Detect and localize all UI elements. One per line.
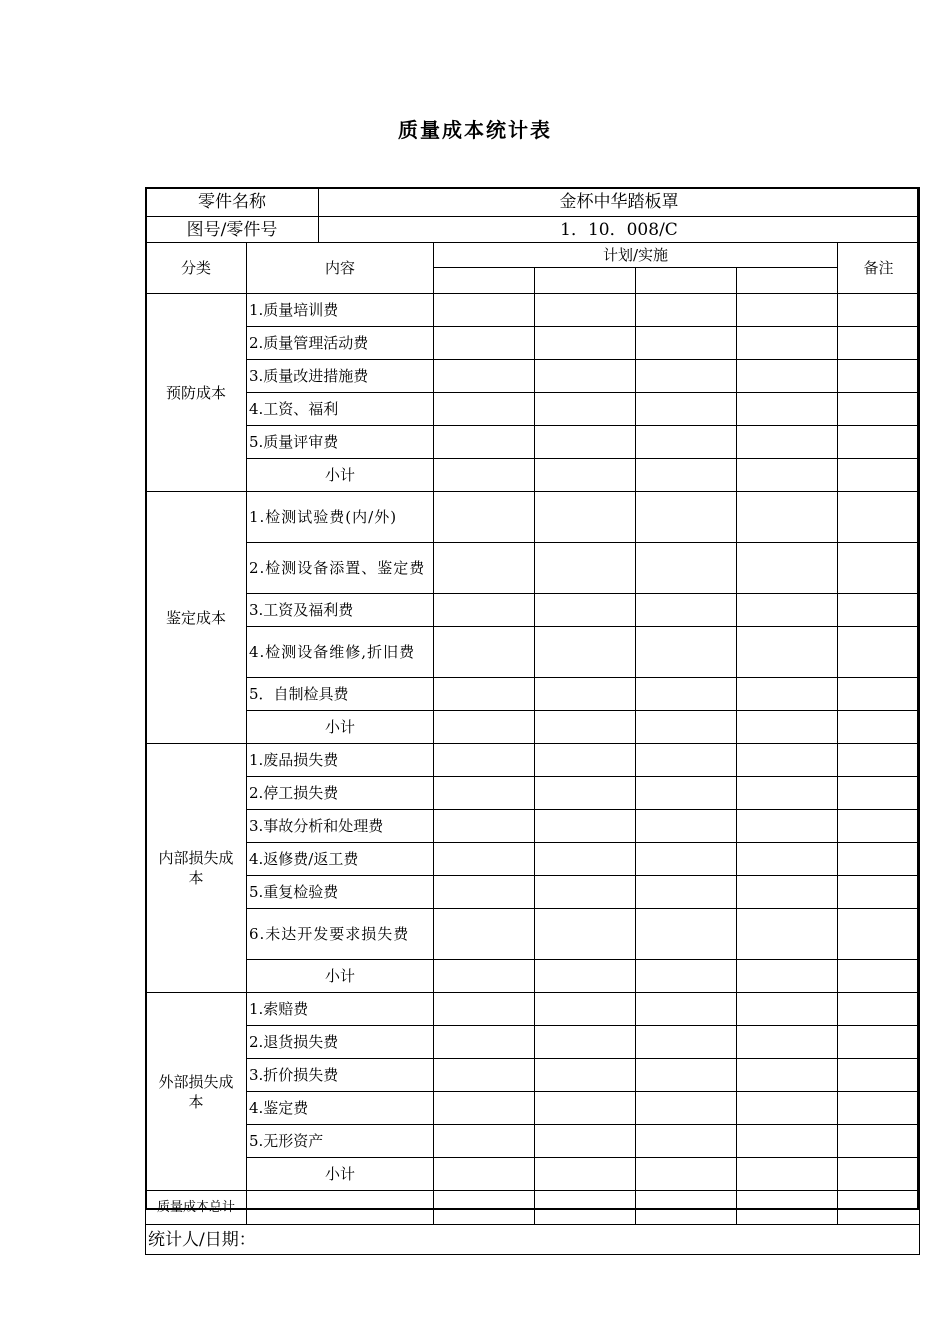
table-row: [146, 1059, 920, 1092]
value-cell-4: [737, 876, 838, 909]
subtotal-cell-2: [535, 1158, 636, 1191]
value-cell-4: [737, 1092, 838, 1125]
page-title: 质量成本统计表: [398, 118, 552, 142]
value-cell-4: [737, 1026, 838, 1059]
value-cell-1: [434, 744, 535, 777]
subtotal-label: 小计: [247, 960, 434, 993]
table-row: [146, 543, 920, 594]
value-cell-4: [737, 627, 838, 678]
plan-col-4-header: [737, 268, 838, 294]
cost-item-label: 2.检测设备添置、鉴定费: [247, 543, 434, 594]
value-cell-5: [838, 492, 920, 543]
value-cell-5: [838, 1059, 920, 1092]
table-row: [146, 909, 920, 960]
value-cell-3: [636, 393, 737, 426]
value-cell-4: [737, 543, 838, 594]
cost-item-label: 1.废品损失费: [247, 744, 434, 777]
subtotal-cell-4: [737, 1158, 838, 1191]
cost-item-label: 1.质量培训费: [247, 294, 434, 327]
subtotal-label: 小计: [247, 711, 434, 744]
cost-item-label: 2.停工损失费: [247, 777, 434, 810]
part-name-value: 金杯中华踏板罩: [319, 188, 920, 217]
value-cell-1: [434, 876, 535, 909]
table-row: [146, 426, 920, 459]
value-cell-1: [434, 594, 535, 627]
drawing-no-label: 图号/零件号: [146, 217, 319, 243]
value-cell-5: [838, 294, 920, 327]
header-remark: 备注: [838, 243, 920, 294]
value-cell-1: [434, 627, 535, 678]
cost-item-label: 5.重复检验费: [247, 876, 434, 909]
value-cell-3: [636, 543, 737, 594]
total-cell-4: [737, 1191, 838, 1225]
drawing-no-value: 1．10．008/C: [319, 217, 920, 243]
table-row: [146, 1026, 920, 1059]
value-cell-3: [636, 360, 737, 393]
total-cell-1: [434, 1191, 535, 1225]
value-cell-3: [636, 1125, 737, 1158]
value-cell-1: [434, 393, 535, 426]
table-row: [146, 678, 920, 711]
value-cell-3: [636, 627, 737, 678]
value-cell-1: [434, 1059, 535, 1092]
subtotal-cell-4: [737, 459, 838, 492]
cost-item-label: 5.质量评审费: [247, 426, 434, 459]
subtotal-row: [146, 459, 920, 492]
value-cell-2: [535, 993, 636, 1026]
value-cell-3: [636, 909, 737, 960]
table-row: [146, 393, 920, 426]
subtotal-cell-1: [434, 459, 535, 492]
table-row: [146, 744, 920, 777]
value-cell-2: [535, 876, 636, 909]
table-row: [146, 327, 920, 360]
cost-item-label: 5．自制检具费: [247, 678, 434, 711]
value-cell-2: [535, 327, 636, 360]
cost-item-label: 4.鉴定费: [247, 1092, 434, 1125]
subtotal-cell-5: [838, 960, 920, 993]
value-cell-2: [535, 426, 636, 459]
subtotal-cell-1: [434, 711, 535, 744]
table-row: [146, 360, 920, 393]
value-cell-1: [434, 777, 535, 810]
subtotal-cell-2: [535, 960, 636, 993]
subtotal-cell-3: [636, 1158, 737, 1191]
table-row: [146, 294, 920, 327]
cost-item-label: 1.索赔费: [247, 993, 434, 1026]
value-cell-5: [838, 393, 920, 426]
value-cell-3: [636, 1026, 737, 1059]
value-cell-5: [838, 810, 920, 843]
value-cell-2: [535, 360, 636, 393]
header-category: 分类: [146, 243, 247, 294]
cost-item-label: 6.未达开发要求损失费: [247, 909, 434, 960]
value-cell-1: [434, 843, 535, 876]
subtotal-cell-4: [737, 711, 838, 744]
value-cell-4: [737, 993, 838, 1026]
value-cell-5: [838, 627, 920, 678]
value-cell-1: [434, 426, 535, 459]
table-row: [146, 993, 920, 1026]
header-plan: 计划/实施: [434, 243, 838, 268]
value-cell-2: [535, 1092, 636, 1125]
subtotal-label: 小计: [247, 1158, 434, 1191]
subtotal-row: [146, 960, 920, 993]
value-cell-5: [838, 909, 920, 960]
cost-item-label: 3.事故分析和处理费: [247, 810, 434, 843]
subtotal-cell-2: [535, 459, 636, 492]
subtotal-cell-3: [636, 960, 737, 993]
value-cell-5: [838, 777, 920, 810]
value-cell-1: [434, 492, 535, 543]
value-cell-4: [737, 426, 838, 459]
value-cell-5: [838, 876, 920, 909]
value-cell-4: [737, 909, 838, 960]
subtotal-cell-1: [434, 1158, 535, 1191]
value-cell-2: [535, 543, 636, 594]
value-cell-2: [535, 678, 636, 711]
value-cell-2: [535, 744, 636, 777]
value-cell-4: [737, 744, 838, 777]
table-row: [146, 594, 920, 627]
value-cell-2: [535, 909, 636, 960]
cost-item-label: 4.返修费/返工费: [247, 843, 434, 876]
cost-item-label: 1.检测试验费(内/外): [247, 492, 434, 543]
value-cell-5: [838, 744, 920, 777]
value-cell-2: [535, 294, 636, 327]
value-cell-5: [838, 1026, 920, 1059]
cost-item-label: 3.工资及福利费: [247, 594, 434, 627]
quality-cost-table: [145, 187, 920, 1255]
value-cell-4: [737, 1059, 838, 1092]
subtotal-cell-5: [838, 459, 920, 492]
value-cell-1: [434, 909, 535, 960]
value-cell-1: [434, 1092, 535, 1125]
table-row: [146, 810, 920, 843]
value-cell-2: [535, 594, 636, 627]
value-cell-4: [737, 594, 838, 627]
value-cell-2: [535, 492, 636, 543]
subtotal-cell-4: [737, 960, 838, 993]
value-cell-4: [737, 810, 838, 843]
value-cell-2: [535, 1125, 636, 1158]
value-cell-5: [838, 993, 920, 1026]
value-cell-3: [636, 777, 737, 810]
subtotal-cell-3: [636, 459, 737, 492]
value-cell-3: [636, 810, 737, 843]
table-row: [146, 843, 920, 876]
value-cell-5: [838, 678, 920, 711]
value-cell-3: [636, 594, 737, 627]
subtotal-row: [146, 1158, 920, 1191]
value-cell-1: [434, 993, 535, 1026]
value-cell-1: [434, 294, 535, 327]
value-cell-3: [636, 843, 737, 876]
value-cell-3: [636, 678, 737, 711]
cost-item-label: 2.退货损失费: [247, 1026, 434, 1059]
value-cell-1: [434, 360, 535, 393]
total-label: 质量成本总计: [146, 1191, 247, 1225]
value-cell-1: [434, 1026, 535, 1059]
value-cell-5: [838, 843, 920, 876]
table-row: [146, 777, 920, 810]
cost-item-label: 4.工资、福利: [247, 393, 434, 426]
value-cell-3: [636, 492, 737, 543]
total-cell-5: [838, 1191, 920, 1225]
value-cell-3: [636, 993, 737, 1026]
value-cell-4: [737, 843, 838, 876]
value-cell-4: [737, 360, 838, 393]
subtotal-label: 小计: [247, 459, 434, 492]
value-cell-5: [838, 594, 920, 627]
total-row: [146, 1191, 920, 1225]
subtotal-row: [146, 711, 920, 744]
value-cell-4: [737, 678, 838, 711]
stat-person-date: 统计人/日期：: [146, 1225, 920, 1255]
table-row: [146, 1125, 920, 1158]
value-cell-4: [737, 777, 838, 810]
value-cell-1: [434, 327, 535, 360]
section-category: 预防成本: [146, 294, 247, 492]
value-cell-5: [838, 426, 920, 459]
value-cell-3: [636, 1092, 737, 1125]
subtotal-cell-5: [838, 711, 920, 744]
total-cell-3: [636, 1191, 737, 1225]
cost-item-label: 5.无形资产: [247, 1125, 434, 1158]
cost-item-label: 3.折价损失费: [247, 1059, 434, 1092]
table-row: [146, 876, 920, 909]
cost-item-label: 4.检测设备维修,折旧费: [247, 627, 434, 678]
value-cell-1: [434, 1125, 535, 1158]
value-cell-1: [434, 678, 535, 711]
cost-item-label: 3.质量改进措施费: [247, 360, 434, 393]
total-cell-2: [535, 1191, 636, 1225]
value-cell-2: [535, 393, 636, 426]
total-content-cell: [247, 1191, 434, 1225]
value-cell-5: [838, 543, 920, 594]
value-cell-4: [737, 327, 838, 360]
value-cell-1: [434, 543, 535, 594]
plan-col-1-header: [434, 268, 535, 294]
value-cell-3: [636, 327, 737, 360]
value-cell-3: [636, 744, 737, 777]
subtotal-cell-5: [838, 1158, 920, 1191]
subtotal-cell-1: [434, 960, 535, 993]
value-cell-2: [535, 777, 636, 810]
value-cell-4: [737, 294, 838, 327]
cost-item-label: 2.质量管理活动费: [247, 327, 434, 360]
value-cell-2: [535, 843, 636, 876]
value-cell-3: [636, 294, 737, 327]
value-cell-5: [838, 1092, 920, 1125]
value-cell-5: [838, 1125, 920, 1158]
header-content: 内容: [247, 243, 434, 294]
value-cell-3: [636, 876, 737, 909]
value-cell-2: [535, 627, 636, 678]
value-cell-5: [838, 360, 920, 393]
value-cell-2: [535, 1026, 636, 1059]
section-category: 外部损失成本: [146, 993, 247, 1191]
value-cell-2: [535, 1059, 636, 1092]
value-cell-1: [434, 810, 535, 843]
part-name-label: 零件名称: [146, 188, 319, 217]
footer-row: [146, 1225, 920, 1255]
value-cell-4: [737, 393, 838, 426]
value-cell-2: [535, 810, 636, 843]
value-cell-4: [737, 1125, 838, 1158]
value-cell-5: [838, 327, 920, 360]
value-cell-3: [636, 426, 737, 459]
section-category: 内部损失成本: [146, 744, 247, 993]
table-row: [146, 492, 920, 543]
table-row: [146, 1092, 920, 1125]
plan-col-2-header: [535, 268, 636, 294]
subtotal-cell-2: [535, 711, 636, 744]
section-category: 鉴定成本: [146, 492, 247, 744]
table-row: [146, 627, 920, 678]
value-cell-3: [636, 1059, 737, 1092]
subtotal-cell-3: [636, 711, 737, 744]
value-cell-4: [737, 492, 838, 543]
plan-col-3-header: [636, 268, 737, 294]
